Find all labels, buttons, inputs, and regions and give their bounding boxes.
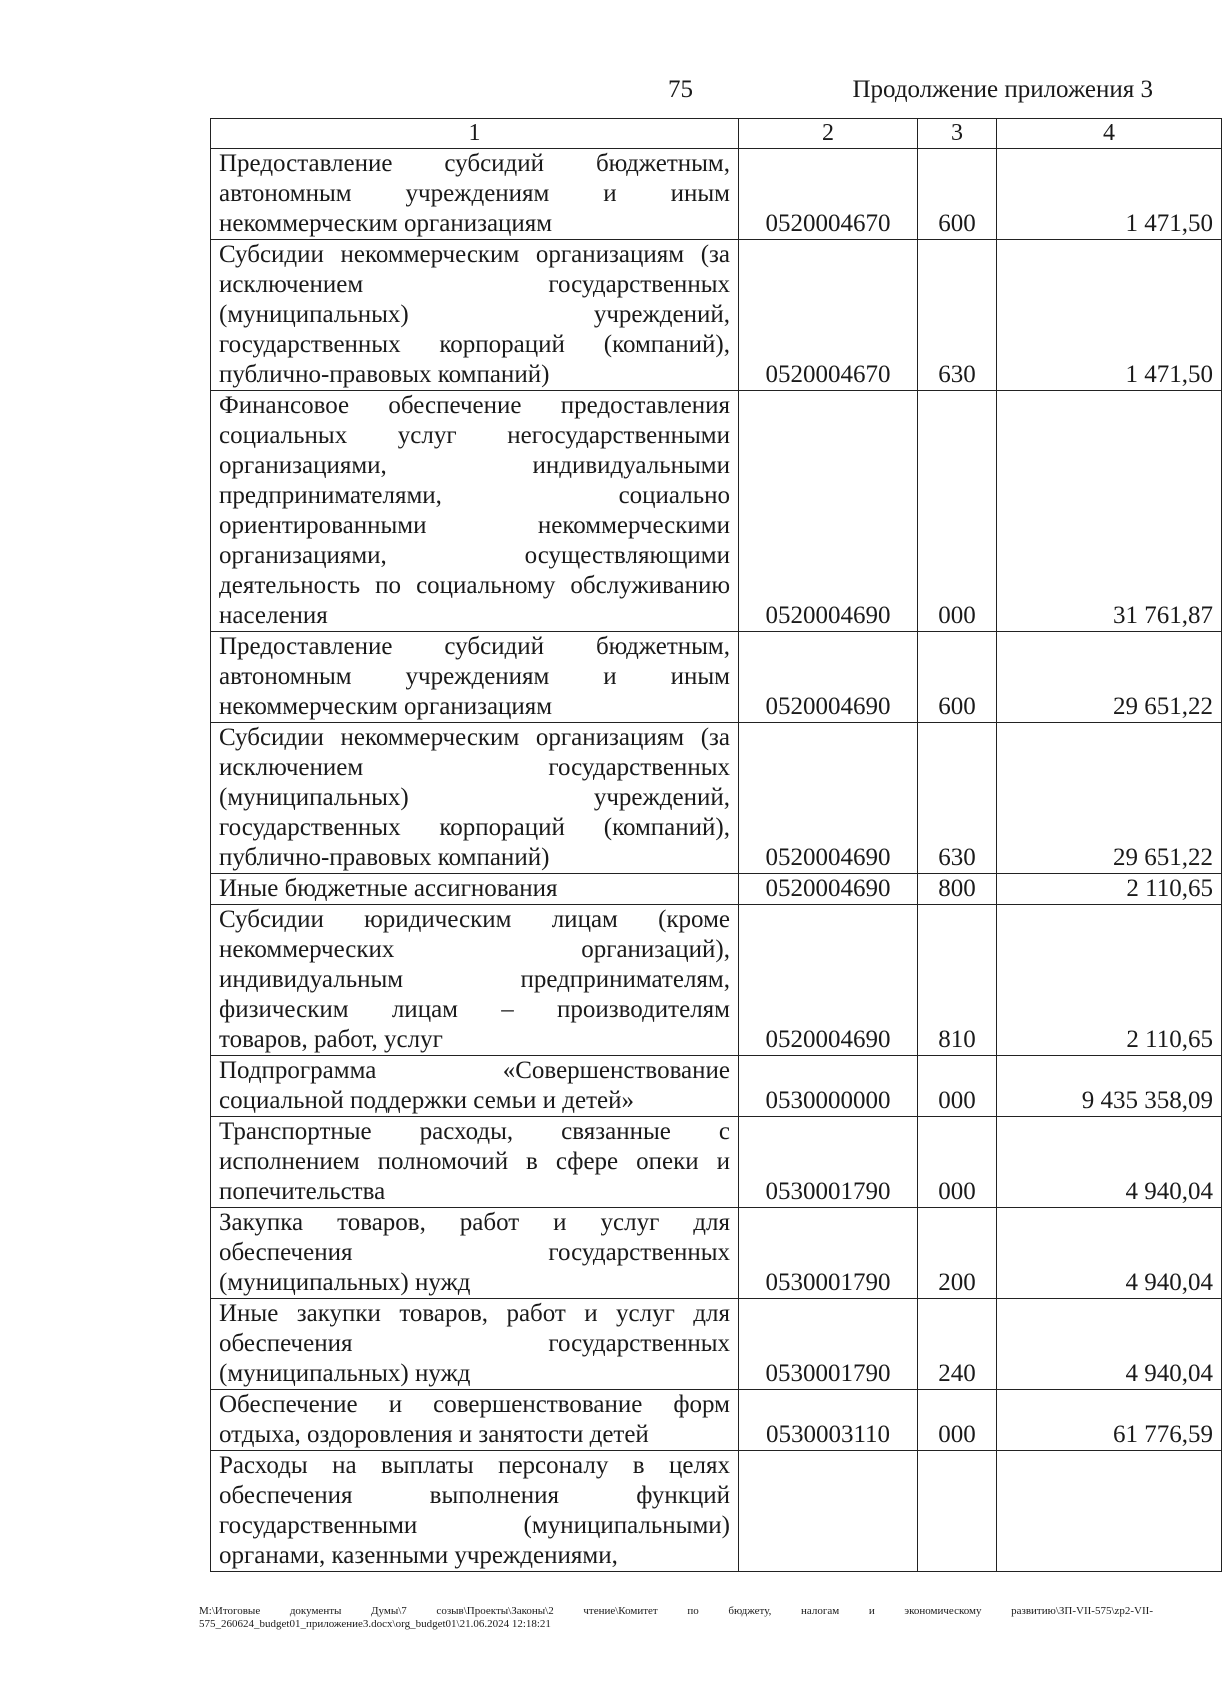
row-type: 600 [918, 149, 997, 240]
description-line: Субсидии некоммерческим организациям (за [219, 724, 730, 751]
description-line: Субсидии некоммерческим организациям (за [219, 241, 730, 268]
row-type: 630 [918, 723, 997, 874]
description-line: деятельность по социальному обслуживанию [219, 572, 730, 599]
table-header-row [211, 119, 1222, 149]
description-line: Закупка товаров, работ и услуг для [219, 1209, 730, 1236]
row-code: 0530000000 [739, 1056, 918, 1117]
description-line: отдыха, оздоровления и занятости детей [219, 1421, 649, 1448]
description-line: (муниципальных) учреждений, [219, 301, 730, 328]
row-description [211, 1390, 739, 1451]
description-line: некоммерческих организаций), [219, 936, 730, 963]
row-amount: 4 940,04 [997, 1208, 1222, 1299]
description-line: населения [219, 602, 328, 629]
row-code: 0530001790 [739, 1299, 918, 1390]
row-code: 0530003110 [739, 1390, 918, 1451]
description-line: автономным учреждениям и иным [219, 180, 730, 207]
row-amount: 9 435 358,09 [997, 1056, 1222, 1117]
description-line: Транспортные расходы, связанные с [219, 1118, 730, 1145]
header-col-4: 4 [997, 119, 1222, 149]
row-description [211, 1451, 739, 1572]
row-description [211, 1208, 739, 1299]
row-code: 0520004690 [739, 391, 918, 632]
header-col-3: 3 [918, 119, 997, 149]
description-line: Расходы на выплаты персоналу в целях [219, 1452, 730, 1479]
row-description [211, 240, 739, 391]
description-line: некоммерческим организациям [219, 693, 553, 720]
description-line: государственных корпораций (компаний), [219, 814, 730, 841]
row-type: 000 [918, 1117, 997, 1208]
description-line: (муниципальных) учреждений, [219, 784, 730, 811]
row-code: 0520004690 [739, 874, 918, 905]
description-line: попечительства [219, 1178, 386, 1205]
table-row [211, 391, 1222, 632]
description-line: государственных корпораций (компаний), [219, 331, 730, 358]
row-amount: 1 471,50 [997, 149, 1222, 240]
row-description [211, 905, 739, 1056]
row-code: 0520004690 [739, 632, 918, 723]
row-description [211, 723, 739, 874]
table-row [211, 905, 1222, 1056]
row-description [211, 391, 739, 632]
description-line: исключением государственных [219, 271, 730, 298]
file-path-footer: М:\Итоговые документы Думы\7 созыв\Проекты\Законы\2 чтение\Комитет по бюджету, налогам и экономическому развитию\ЗП-VII-575\zp2-VII-575_260624_budget01_приложение3.docx\org_budget01\21.06.2024 12:18:21 [199, 1605, 1153, 1630]
row-description [211, 632, 739, 723]
table-row [211, 1299, 1222, 1390]
table-row [211, 1208, 1222, 1299]
row-amount: 2 110,65 [997, 874, 1222, 905]
table-row [211, 1056, 1222, 1117]
table-row [211, 723, 1222, 874]
row-description [211, 874, 739, 905]
row-amount [997, 1451, 1222, 1572]
header-col-2: 2 [739, 119, 918, 149]
row-description [211, 1056, 739, 1117]
description-line: Субсидии юридическим лицам (кроме [219, 906, 730, 933]
description-line: (муниципальных) нужд [219, 1269, 471, 1296]
row-amount: 29 651,22 [997, 632, 1222, 723]
page-number: 75 [668, 76, 693, 103]
description-line: публично-правовых компаний) [219, 361, 550, 388]
description-line: (муниципальных) нужд [219, 1360, 471, 1387]
row-code: 0520004690 [739, 905, 918, 1056]
row-description [211, 1117, 739, 1208]
description-line: ориентированными некоммерческими [219, 512, 730, 539]
row-code: 0520004670 [739, 240, 918, 391]
description-line: Финансовое обеспечение предоставления [219, 392, 730, 419]
row-type: 600 [918, 632, 997, 723]
description-line: Предоставление субсидий бюджетным, [219, 633, 730, 660]
description-line: автономным учреждениям и иным [219, 663, 730, 690]
row-type: 630 [918, 240, 997, 391]
description-line: товаров, работ, услуг [219, 1026, 443, 1053]
row-code [739, 1451, 918, 1572]
row-amount: 31 761,87 [997, 391, 1222, 632]
header-col-1: 1 [211, 119, 739, 149]
table-row [211, 632, 1222, 723]
description-line: физическим лицам – производителям [219, 996, 730, 1023]
description-line: Подпрограмма «Совершенствование [219, 1057, 730, 1084]
description-line: организациями, осуществляющими [219, 542, 730, 569]
row-type: 000 [918, 1056, 997, 1117]
description-line: государственными (муниципальными) [219, 1512, 730, 1539]
row-code: 0520004690 [739, 723, 918, 874]
row-type: 200 [918, 1208, 997, 1299]
description-line: Иные бюджетные ассигнования [219, 875, 558, 902]
row-code: 0520004670 [739, 149, 918, 240]
row-description [211, 1299, 739, 1390]
description-line: социальных услуг негосударственными [219, 422, 730, 449]
description-line: обеспечения выполнения функций [219, 1482, 730, 1509]
description-line: Предоставление субсидий бюджетным, [219, 150, 730, 177]
description-line: обеспечения государственных [219, 1330, 730, 1357]
budget-table [210, 118, 1222, 1572]
description-line: Обеспечение и совершенствование форм [219, 1391, 730, 1418]
continuation-heading: Продолжение приложения 3 [852, 76, 1153, 103]
table-row [211, 240, 1222, 391]
row-amount: 61 776,59 [997, 1390, 1222, 1451]
row-type: 240 [918, 1299, 997, 1390]
description-line: индивидуальным предпринимателям, [219, 966, 730, 993]
row-type: 810 [918, 905, 997, 1056]
row-amount: 4 940,04 [997, 1117, 1222, 1208]
description-line: публично-правовых компаний) [219, 844, 550, 871]
row-amount: 29 651,22 [997, 723, 1222, 874]
row-description [211, 149, 739, 240]
row-type: 800 [918, 874, 997, 905]
table-row [211, 874, 1222, 905]
row-type: 000 [918, 391, 997, 632]
description-line: исключением государственных [219, 754, 730, 781]
description-line: предпринимателями, социально [219, 482, 730, 509]
row-type: 000 [918, 1390, 997, 1451]
row-amount: 2 110,65 [997, 905, 1222, 1056]
description-line: Иные закупки товаров, работ и услуг для [219, 1300, 730, 1327]
table-row [211, 1390, 1222, 1451]
table-row [211, 149, 1222, 240]
description-line: органами, казенными учреждениями, [219, 1542, 618, 1569]
table-row [211, 1451, 1222, 1572]
row-code: 0530001790 [739, 1208, 918, 1299]
description-line: обеспечения государственных [219, 1239, 730, 1266]
row-code: 0530001790 [739, 1117, 918, 1208]
row-type [918, 1451, 997, 1572]
table-row [211, 1117, 1222, 1208]
description-line: некоммерческим организациям [219, 210, 553, 237]
row-amount: 1 471,50 [997, 240, 1222, 391]
row-amount: 4 940,04 [997, 1299, 1222, 1390]
description-line: организациями, индивидуальными [219, 452, 730, 479]
description-line: социальной поддержки семьи и детей» [219, 1087, 634, 1114]
description-line: исполнением полномочий в сфере опеки и [219, 1148, 730, 1175]
